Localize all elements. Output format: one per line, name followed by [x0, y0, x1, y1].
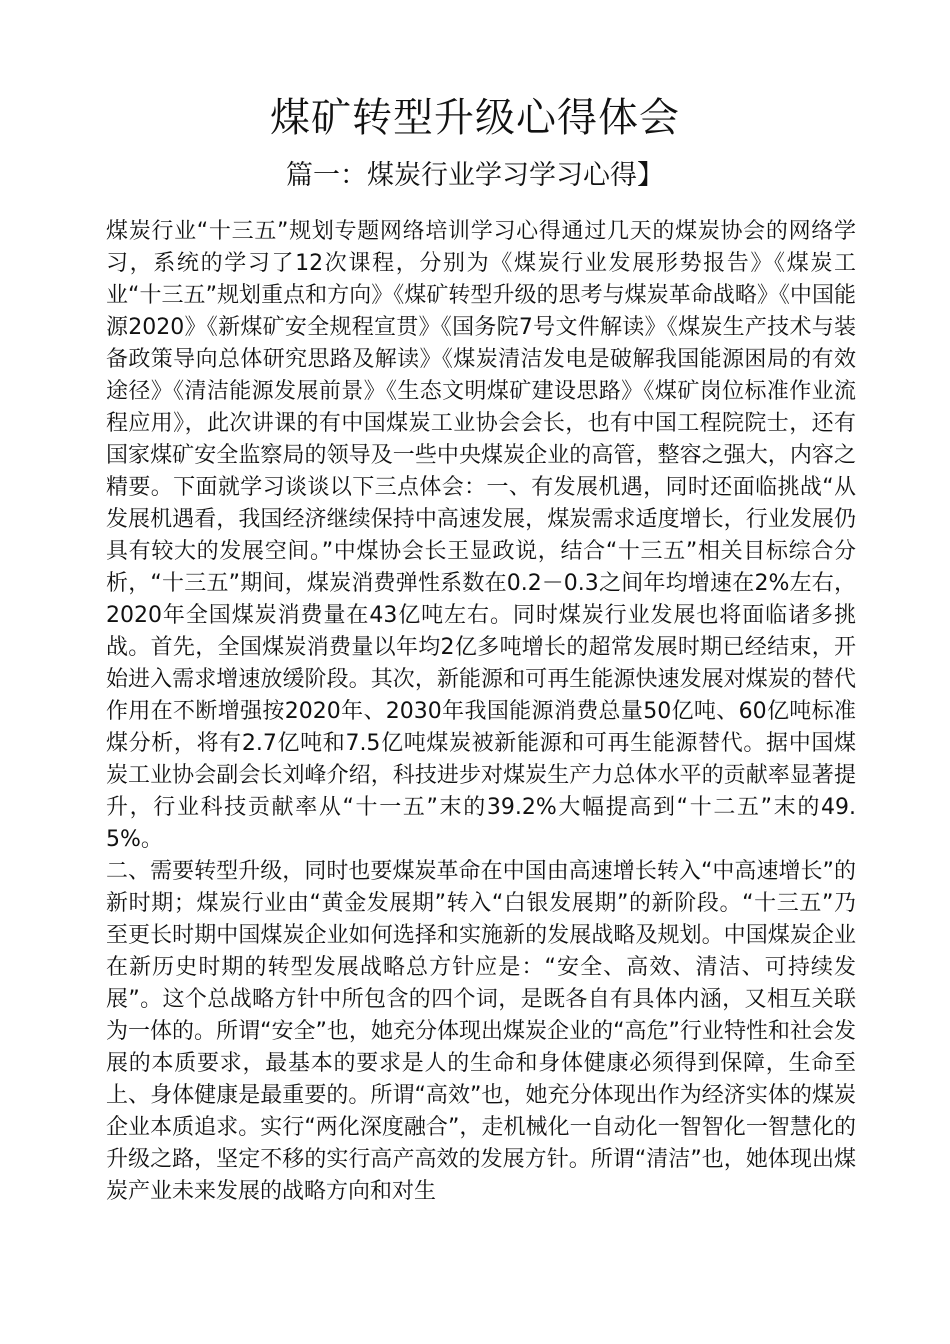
- document-title: 煤矿转型升级心得体会: [270, 95, 680, 141]
- body-paragraph-2: 二、需要转型升级，同时也要煤炭革命在中国由高速增长转入“中高速增长”的新时期；煤炭行业由“黄金发展期”转入“白银发展期”的新阶段。“十三五”乃至更长时期中国煤炭企业如何选择和实施新的发展战略及规划。中国煤炭企业在新历史时期的转型发展战略总方针应是：“安全、高效、清洁、可持续发展”。这个总战略方针中所包含的四个词，是既各自有具体内涵，又相互关联为一体的。所谓“安全”也，她充分体现出煤炭企业的“高危”行业特性和社会发展的本质要求，最基本的要求是人的生命和身体健康必须得到保障，生命至上、身体健康是最重要的。所谓“高效”也，她充分体现出作为经济实体的煤炭企业本质追求。实行“两化深度融合”，走机械化一自动化一智智化一智慧化的升级之路，坚定不移的实行高产高效的发展方针。所谓“清洁”也，她体现出煤炭产业未来发展的战略方向和对生: [106, 859, 856, 1204]
- document-subtitle: 篇一：煤炭行业学习学习心得】: [286, 160, 664, 191]
- body-paragraph-1: 煤炭行业“十三五”规划专题网络培训学习心得通过几天的煤炭协会的网络学习，系统的学习了12次课程，分别为《煤炭行业发展形势报告》《煤炭工业“十三五”规划重点和方向》《煤矿转型升级的思考与煤炭革命战略》《中国能源2020》《新煤矿安全规程宣贯》《国务院7号文件解读》《煤炭生产技术与装备政策导向总体研究思路及解读》《煤炭清洁发电是破解我国能源困局的有效途径》《清洁能源发展前景》《生态文明煤矿建设思路》《煤矿岗位标准作业流程应用》，此次讲课的有中国煤炭工业协会会长，也有中国工程院院士，还有国家煤矿安全监察局的领导及一些中央煤炭企业的高管，整容之强大，内容之精要。下面就学习谈谈以下三点体会：一、有发展机遇，同时还面临挑战“从发展机遇看，我国经济继续保持中高速发展，煤炭需求适度增长，行业发展仍具有较大的发展空间。”中煤协会长王显政说，结合“十三五”相关目标综合分析，“十三五”期间，煤炭消费弹性系数在0.2－0.3之间年均增速在2%左右，2020年全国煤炭消费量在43亿吨左右。同时煤炭行业发展也将面临诸多挑战。首先，全国煤炭消费量以年均2亿多吨增长的超常发展时期已经结束，开始进入需求增速放缓阶段。其次，新能源和可再生能源快速发展对煤炭的替代作用在不断增强按2020年、2030年我国能源消费总量50亿吨、60亿吨标准煤分析，将有2.7亿吨和7.5亿吨煤炭被新能源和可再生能源替代。据中国煤炭工业协会副会长刘峰介绍，科技进步对煤炭生产力总体水平的贡献率显著提升，行业科技贡献率从“十一五”末的39.2%大幅提高到“十二五”末的49.5%。: [106, 219, 856, 852]
- document-body: [106, 216, 856, 1208]
